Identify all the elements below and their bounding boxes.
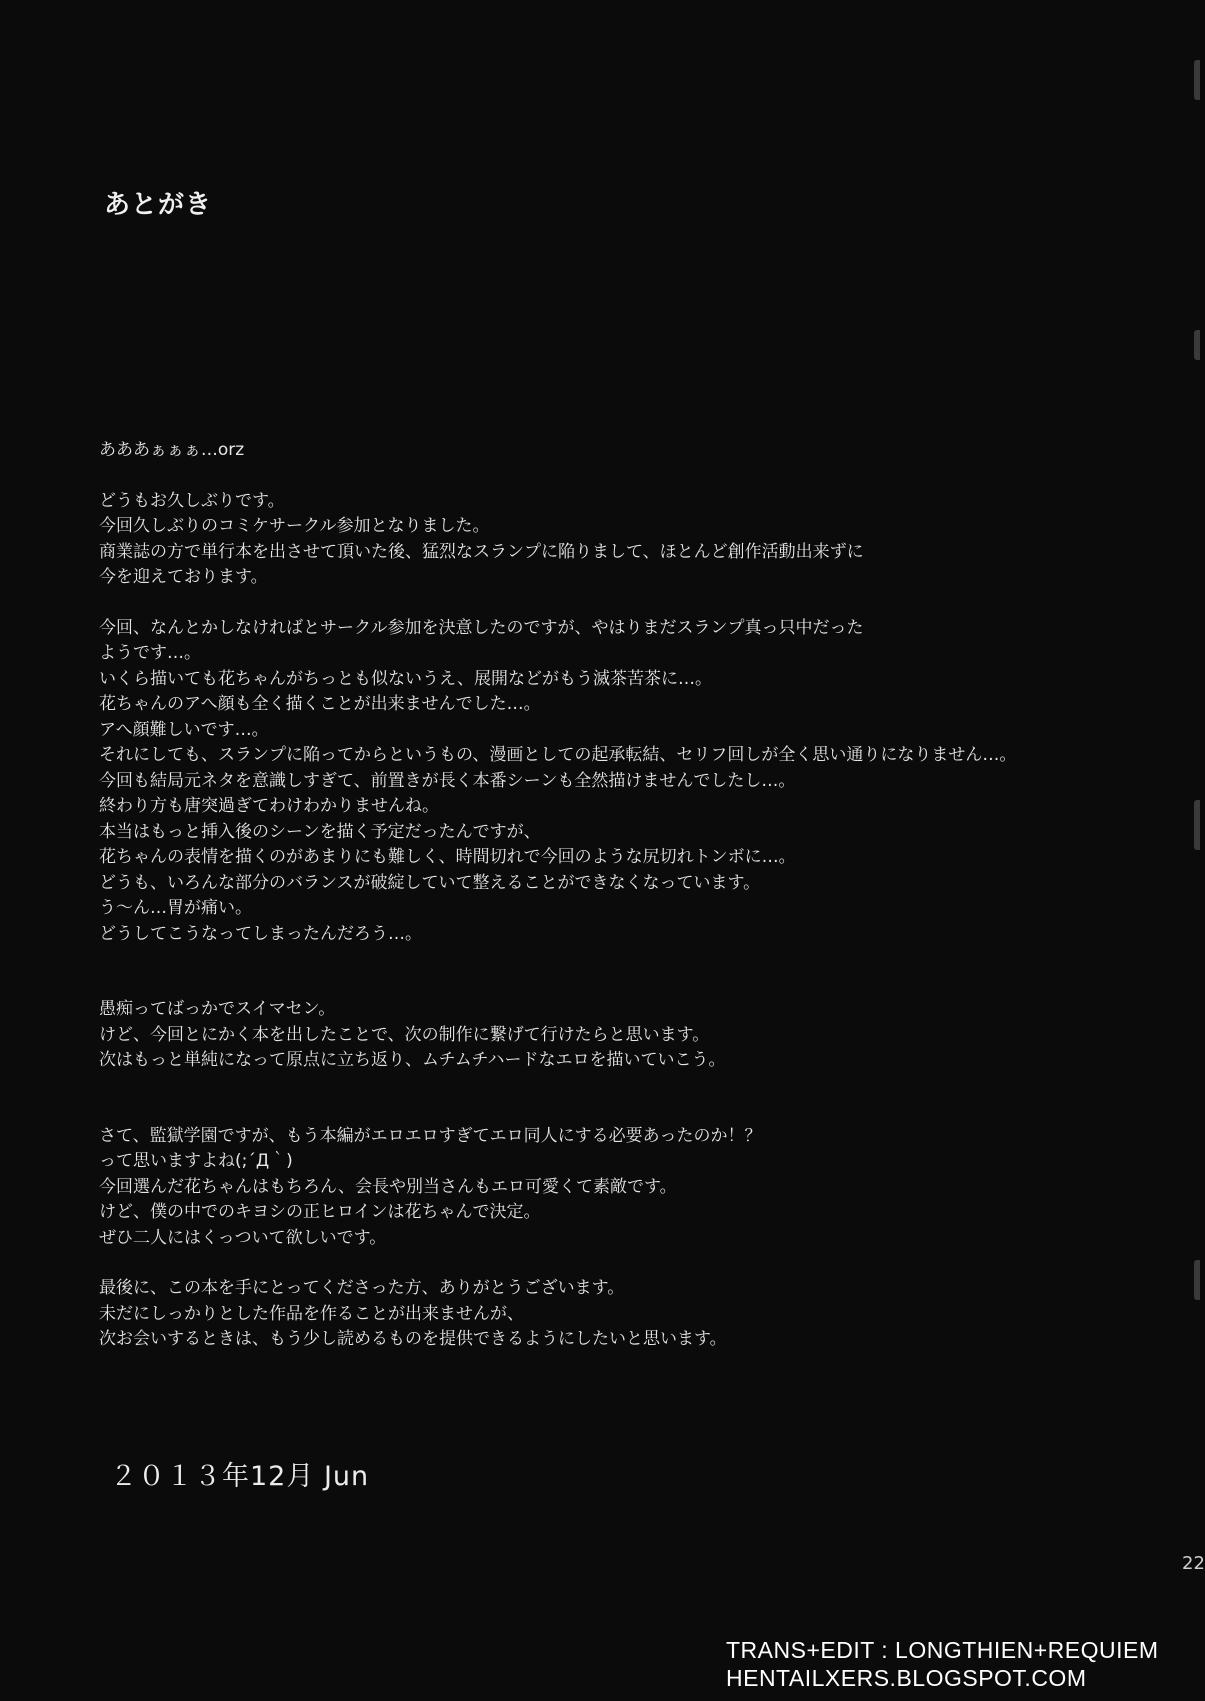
- paragraph: [99, 489, 1139, 591]
- text-line: 愚痴ってばっかでスイマセン。: [99, 999, 336, 1019]
- paragraph: [99, 1124, 1139, 1252]
- text-line: 今回も結局元ネタを意識しすぎて、前置きが長く本番シーンも全然描けませんでしたし…。: [99, 770, 796, 791]
- text-line: いくら描いても花ちゃんがちっとも似ないうえ、展開などがもう滅茶苦茶に…。: [99, 668, 713, 689]
- text-line: 今回、なんとかしなければとサークル参加を決意したのですが、やはりまだスランプ真っ只中だった: [99, 617, 864, 638]
- text-line: 次お会いするときは、もう少し読めるものを提供できるようにしたいと思います。: [99, 1329, 727, 1349]
- text-line: 今回選んだ花ちゃんはもちろん、会長や別当さんもエロ可愛くて素敵です。: [99, 1176, 677, 1197]
- afterword-body: [99, 438, 1139, 1378]
- text-line: 終わり方も唐突過ぎてわけわかりませんね。: [99, 796, 439, 816]
- page-number: 22: [1182, 1553, 1205, 1574]
- text-line: どうもお久しぶりです。: [99, 490, 285, 511]
- text-line: アへ顔難しいです…。: [99, 719, 269, 740]
- credits-translators: TRANS+EDIT : LONGTHIEN+REQUIEM: [726, 1637, 1159, 1663]
- paragraph: [99, 438, 1139, 464]
- text-line: どうも、いろんな部分のバランスが破綻していて整えることができなくなっています。: [99, 872, 761, 893]
- text-line: 最後に、この本を手にとってくださった方、ありがとうございます。: [99, 1278, 625, 1298]
- page-edge-mark: [1194, 330, 1200, 360]
- text-line: 今回久しぶりのコミケサークル参加となりました。: [99, 516, 490, 536]
- text-line: さて、監獄学園ですが、もう本編がエロエロすぎてエロ同人にする必要あったのか！？: [99, 1125, 762, 1146]
- text-line: ようです…。: [99, 643, 201, 663]
- text-line: う～ん…胃が痛い。: [99, 898, 252, 918]
- page-edge-mark: [1194, 800, 1200, 850]
- page-edge-mark: [1194, 60, 1200, 100]
- signature-date: ２０１３年12月 Jun: [110, 1461, 370, 1492]
- scanlation-credits: [726, 1636, 1158, 1692]
- paragraph: [99, 1276, 1139, 1353]
- text-line: って思いますよね(;´Д｀): [99, 1151, 293, 1171]
- text-line: 今を迎えております。: [99, 567, 268, 587]
- text-line: 未だにしっかりとした作品を作ることが出来ませんが、: [99, 1303, 524, 1324]
- text-line: けど、僕の中でのキヨシの正ヒロインは花ちゃんで決定。: [99, 1202, 541, 1222]
- text-line: 本当はもっと挿入後のシーンを描く予定だったんですが、: [99, 821, 541, 842]
- text-line: それにしても、スランプに陥ってからというもの、漫画としての起承転結、セリフ回しが全く思い通りになりません…。: [99, 745, 1017, 765]
- page-edge-mark: [1194, 1260, 1200, 1300]
- text-line: 花ちゃんの表情を描くのがあまりにも難しく、時間切れで今回のような尻切れトンボに…。: [99, 847, 796, 867]
- afterword-heading: あとがき: [104, 190, 213, 220]
- credits-website: HENTAILXERS.BLOGSPOT.COM: [726, 1665, 1087, 1691]
- paragraph: [99, 997, 1139, 1074]
- text-line: 次はもっと単純になって原点に立ち返り、ムチムチハードなエロを描いていこう。: [99, 1050, 726, 1070]
- text-line: 花ちゃんのアへ顔も全く描くことが出来ませんでした…。: [99, 694, 541, 714]
- text-line: どうしてこうなってしまったんだろう…。: [99, 923, 422, 944]
- text-line: 商業誌の方で単行本を出させて頂いた後、猛烈なスランプに陥りまして、ほとんど創作活動出来ずに: [99, 541, 864, 562]
- text-line: あああぁぁぁ…orz: [99, 440, 245, 460]
- text-line: けど、今回とにかく本を出したことで、次の制作に繋げて行けたらと思います。: [99, 1024, 710, 1045]
- text-line: ぜひ二人にはくっついて欲しいです。: [99, 1227, 387, 1248]
- paragraph: [99, 616, 1139, 948]
